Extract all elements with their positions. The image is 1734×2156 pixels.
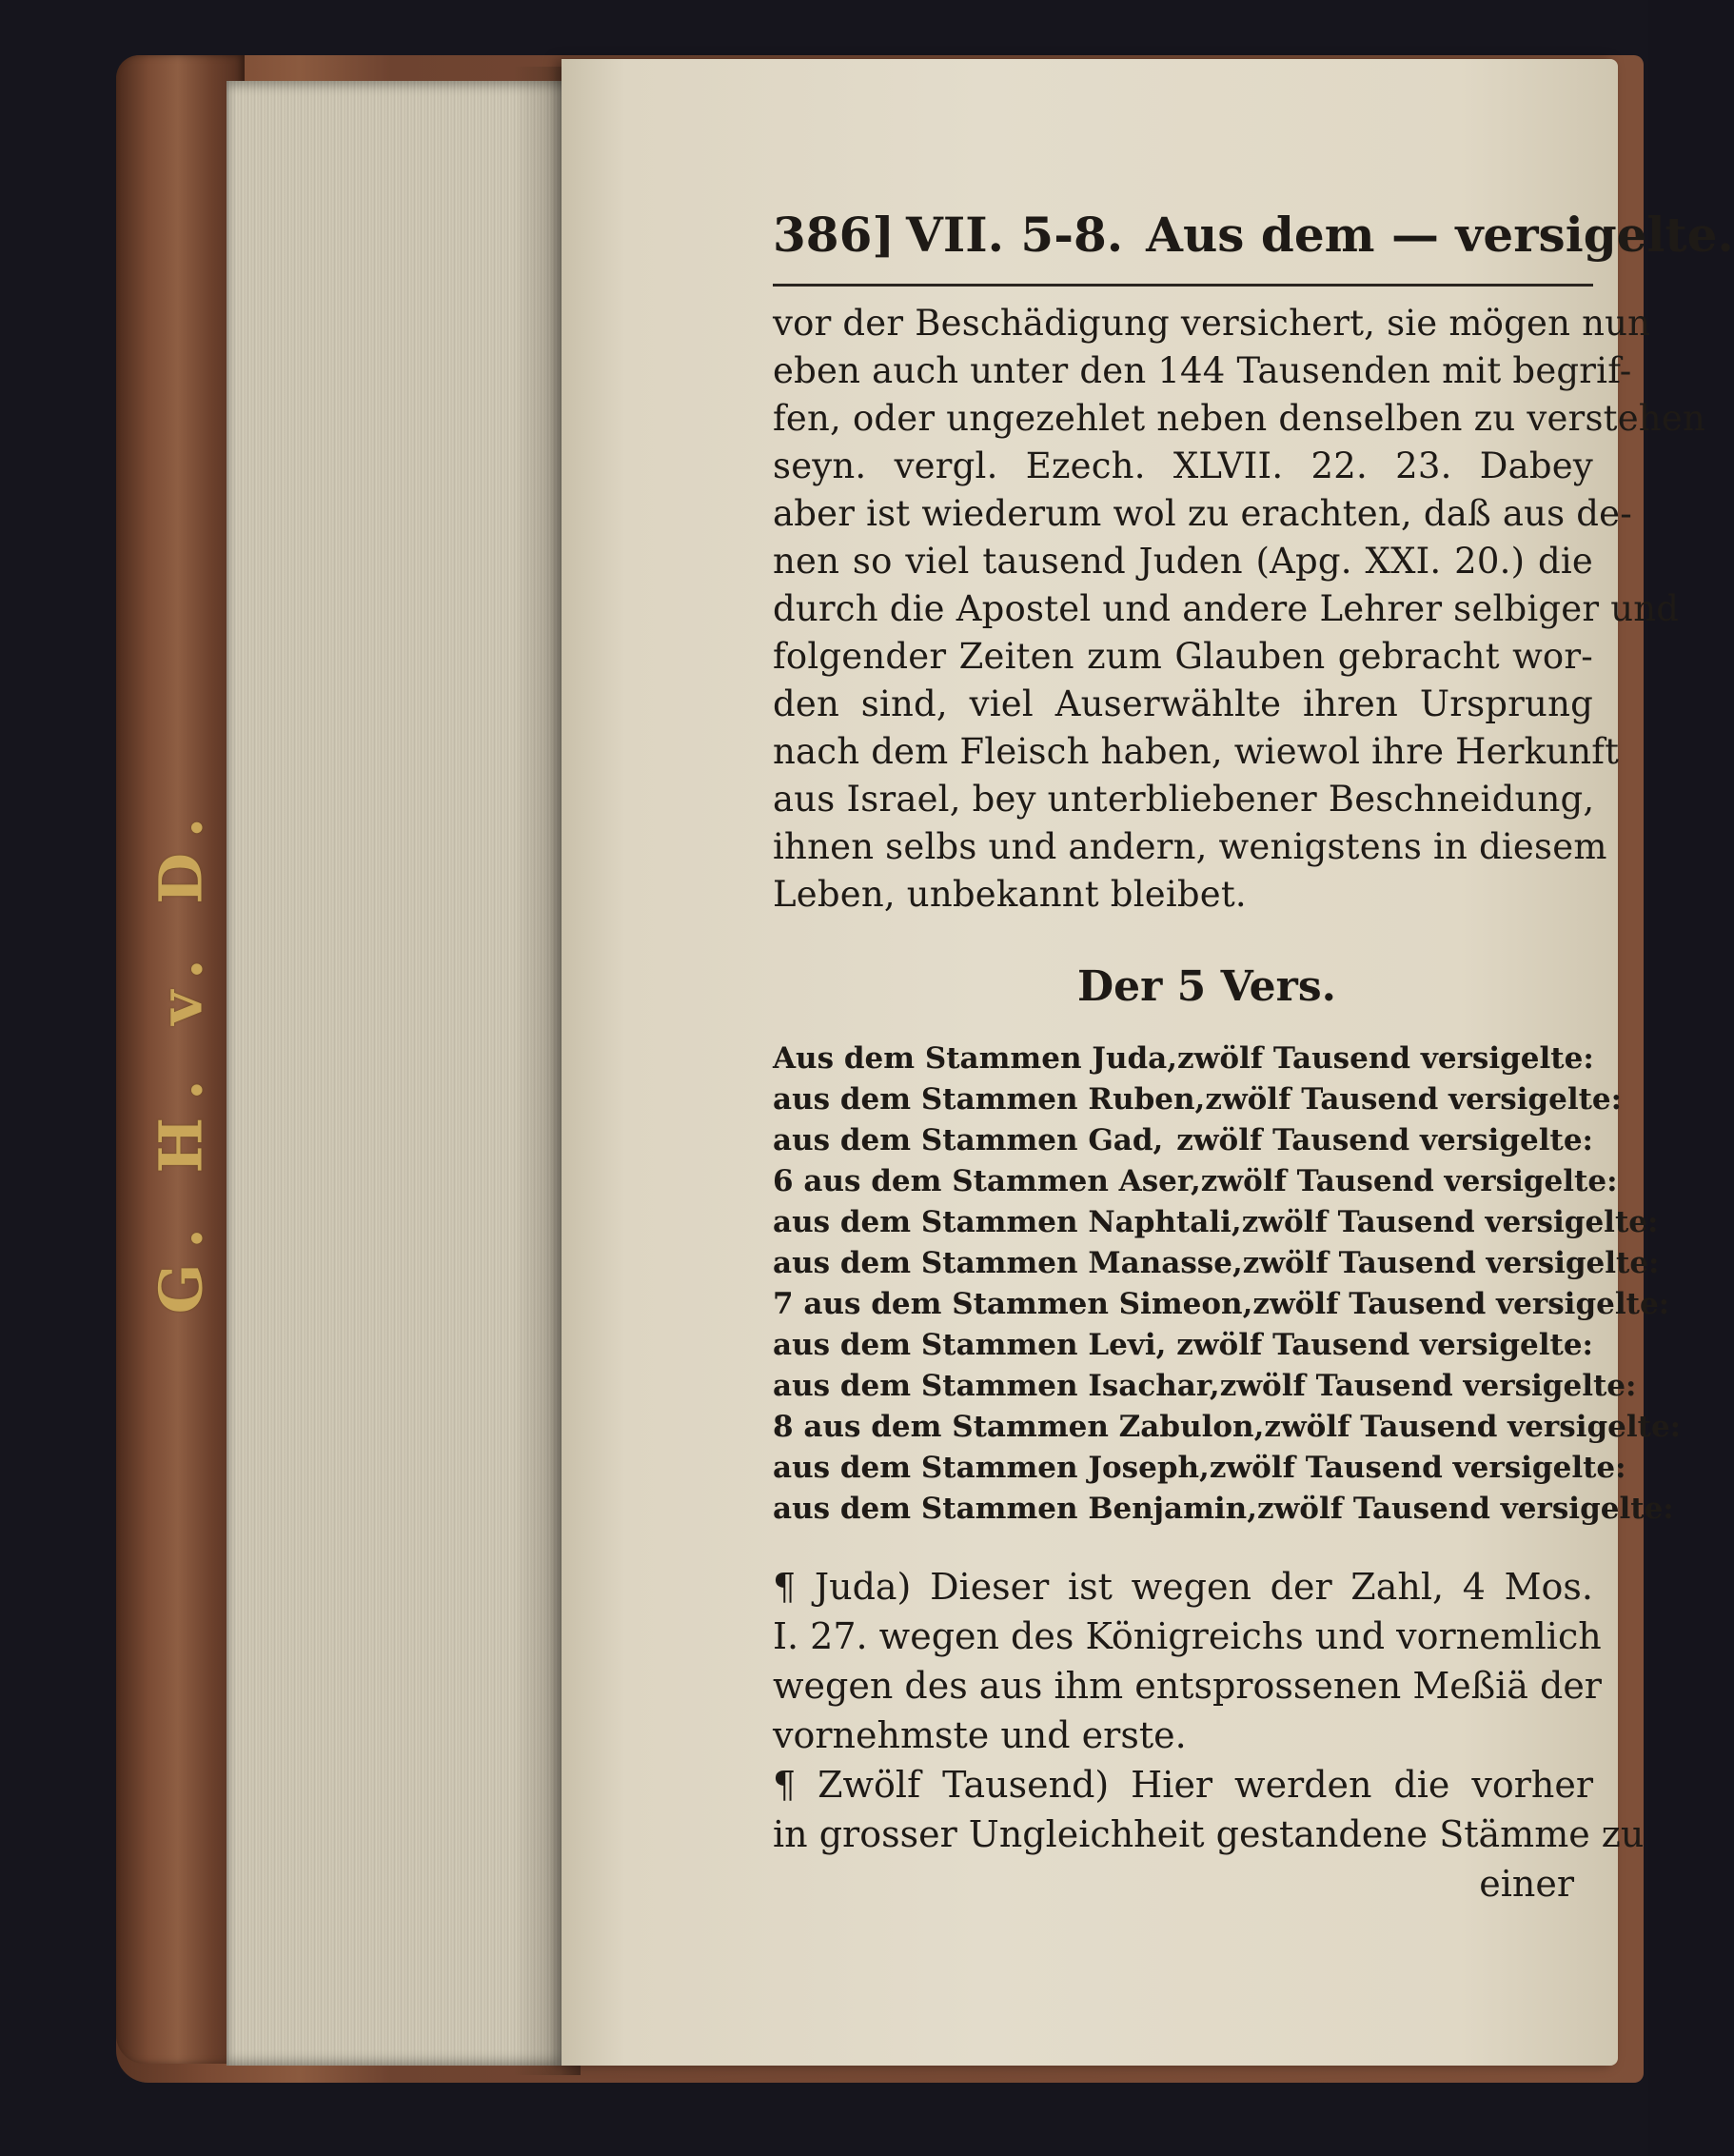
paragraph-line: aber ist wiederum wol zu erachten, daß aus de- [773, 493, 1632, 534]
tribe-count: zwölf Tausend versigelte: [1176, 1328, 1593, 1362]
tribe-count: zwölf Tausend versigelte: [1241, 1205, 1659, 1239]
catchword: einer [1479, 1863, 1574, 1905]
tribe-count: zwölf Tausend versigelte: [1257, 1492, 1674, 1526]
tribe-row [773, 1038, 1593, 1079]
running-header [773, 207, 1734, 287]
tribe-name: Aus dem Stammen Juda, [773, 1041, 1178, 1076]
paragraph-line: fen, oder ungezehlet neben denselben zu verstehen [773, 398, 1705, 439]
commentary [773, 1562, 1645, 1909]
commentary-line: ¶ Zwölf Tausend) Hier werden die vorher [773, 1764, 1593, 1806]
tribe-row [773, 1448, 1626, 1489]
page-text-block [773, 207, 1734, 1909]
commentary-line: wegen des aus ihm entsprossenen Meßiä der [773, 1665, 1602, 1707]
tribe-name: 8 aus dem Stammen Zabulon, [773, 1410, 1265, 1444]
tribe-name: aus dem Stammen Ruben, [773, 1082, 1206, 1117]
commentary-line: in grosser Ungleichheit gestandene Stämme zu [773, 1813, 1645, 1855]
tribe-row [773, 1366, 1637, 1407]
tribe-name: aus dem Stammen Benjamin, [773, 1492, 1257, 1526]
paragraph-line: durch die Apostel und andere Lehrer selbiger und [773, 588, 1680, 629]
tribe-row [773, 1243, 1660, 1284]
paragraph-line: nach dem Fleisch haben, wiewol ihre Herkunft [773, 731, 1620, 772]
paragraph-line: aus Israel, bey unterbliebener Beschneidung, [773, 779, 1595, 820]
tribe-count: zwölf Tausend versigelte: [1219, 1369, 1637, 1403]
spine-title [138, 800, 224, 1314]
tribe-count: zwölf Tausend versigelte: [1242, 1246, 1660, 1280]
tribe-row [773, 1489, 1674, 1530]
paragraph-line: vor der Beschädigung versichert, sie mögen nun [773, 303, 1651, 344]
printed-page [562, 59, 1734, 2066]
tribe-row [773, 1120, 1593, 1161]
verse-heading: Der 5 Vers. [1077, 962, 1336, 1011]
page-number: 386] [773, 207, 896, 263]
tribe-row [773, 1407, 1682, 1448]
tribe-count: zwölf Tausend versigelte: [1205, 1082, 1623, 1117]
commentary-line: ¶ Juda) Dieser ist wegen der Zahl, 4 Mos. [773, 1566, 1593, 1608]
paragraph-line: den sind, viel Auserwählte ihren Ursprung [773, 683, 1593, 724]
tribe-name: aus dem Stammen Manasse, [773, 1246, 1243, 1280]
tribe-count: zwölf Tausend versigelte: [1200, 1164, 1618, 1198]
paragraph-line: seyn. vergl. Ezech. XLVII. 22. 23. Dabey [773, 445, 1593, 486]
tribe-count: zwölf Tausend versigelte: [1176, 1123, 1593, 1157]
tribe-name: aus dem Stammen Gad, [773, 1123, 1164, 1157]
paragraph-line: eben auch unter den 144 Tausenden mit begrif- [773, 350, 1632, 391]
paragraph-line: ihnen selbs und andern, wenigstens in diesem [773, 826, 1607, 867]
tribe-count: zwölf Tausend versigelte: [1264, 1410, 1682, 1444]
tribe-row [773, 1202, 1659, 1243]
tribe-name: aus dem Stammen Naphtali, [773, 1205, 1242, 1239]
tribe-name: aus dem Stammen Joseph, [773, 1451, 1210, 1485]
tribe-row [773, 1161, 1618, 1202]
paragraph-line: nen so viel tausend Juden (Apg. XXI. 20.) die [773, 541, 1593, 582]
running-title: Aus dem — versigelte. [1146, 207, 1734, 263]
spine-title-text: G. H. v. D. [146, 800, 216, 1314]
paragraph-line: folgender Zeiten zum Glauben gebracht wor- [773, 636, 1593, 677]
commentary-line: I. 27. wegen des Königreichs und vornemlich [773, 1615, 1602, 1657]
chapter-verse-ref: VII. 5-8. [906, 207, 1124, 263]
tribe-name: aus dem Stammen Isachar, [773, 1369, 1220, 1403]
tribe-name: 7 aus dem Stammen Simeon, [773, 1287, 1253, 1321]
main-paragraph [773, 300, 1705, 919]
tribe-row [773, 1325, 1593, 1366]
tribe-count: zwölf Tausend versigelte: [1252, 1287, 1670, 1321]
tribe-name: 6 aus dem Stammen Aser, [773, 1164, 1201, 1198]
tribe-row [773, 1284, 1670, 1325]
tribe-row [773, 1079, 1623, 1120]
tribe-list [773, 1038, 1682, 1530]
commentary-line: vornehmste und erste. [773, 1714, 1187, 1756]
tribe-name: aus dem Stammen Levi, [773, 1328, 1167, 1362]
tribe-count: zwölf Tausend versigelte: [1209, 1451, 1626, 1485]
paragraph-line: Leben, unbekannt bleibet. [773, 874, 1247, 915]
tribe-count: zwölf Tausend versigelte: [1177, 1041, 1594, 1076]
